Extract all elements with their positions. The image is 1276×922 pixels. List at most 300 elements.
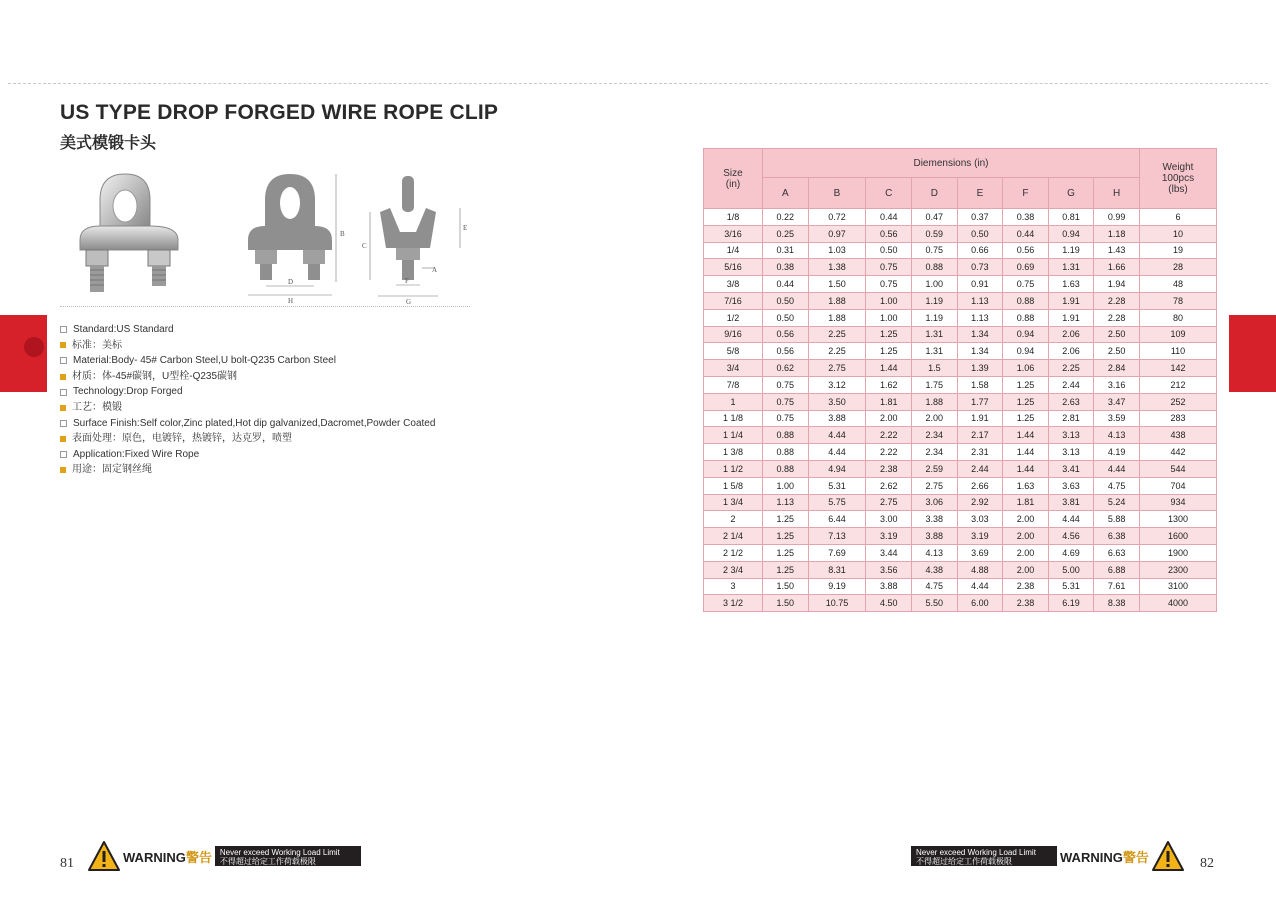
- dim-label-d: D: [288, 278, 294, 286]
- size-cell: 3/4: [704, 360, 763, 377]
- dimension-cell: 0.66: [957, 242, 1003, 259]
- dimension-cell: 1.25: [1003, 393, 1049, 410]
- table-row: [704, 209, 1217, 226]
- bullet-icon: [60, 405, 66, 411]
- dimension-cell: 1.50: [763, 595, 809, 612]
- spec-item: [60, 384, 480, 400]
- dimension-cell: 1.91: [957, 410, 1003, 427]
- bullet-icon: [60, 389, 67, 396]
- table-row: [704, 578, 1217, 595]
- size-cell: 1 1/8: [704, 410, 763, 427]
- dimension-cell: 6.00: [957, 595, 1003, 612]
- table-row: [704, 561, 1217, 578]
- spec-text: 标准：美标: [72, 339, 122, 351]
- column-header: B: [808, 178, 866, 209]
- dimension-cell: 0.88: [1003, 292, 1049, 309]
- size-cell: 5/16: [704, 259, 763, 276]
- dimension-cell: 2.25: [808, 326, 866, 343]
- dimension-cell: 2.00: [912, 410, 958, 427]
- dimension-cell: 0.94: [1003, 343, 1049, 360]
- size-cell: 1 5/8: [704, 477, 763, 494]
- dimension-cell: 1.44: [866, 360, 912, 377]
- dimension-cell: 2.75: [808, 360, 866, 377]
- dimension-cell: 1.75: [912, 376, 958, 393]
- dimension-cell: 7.13: [808, 528, 866, 545]
- size-cell: 1 1/2: [704, 460, 763, 477]
- spec-item: [60, 431, 480, 447]
- spec-item: [60, 322, 480, 338]
- dimension-cell: 5.50: [912, 595, 958, 612]
- dimension-cell: 4.56: [1048, 528, 1094, 545]
- dimension-cell: 0.75: [763, 376, 809, 393]
- dimension-cell: 2.00: [1003, 544, 1049, 561]
- dimension-cell: 1.31: [912, 326, 958, 343]
- dimension-cell: 3.88: [808, 410, 866, 427]
- dimension-cell: 6.88: [1094, 561, 1140, 578]
- bullet-icon: [60, 374, 66, 380]
- spec-text: Application:Fixed Wire Rope: [73, 448, 200, 460]
- dimension-cell: 3.69: [957, 544, 1003, 561]
- table-row: [704, 410, 1217, 427]
- warning-word: WARNING警告: [1060, 849, 1149, 865]
- dimension-cell: 2.00: [1003, 511, 1049, 528]
- spec-item: [60, 400, 480, 416]
- dimension-cell: 1.13: [957, 309, 1003, 326]
- warning-label-right: [911, 839, 1184, 873]
- dimension-cell: 1.88: [808, 309, 866, 326]
- dimension-cell: 0.72: [808, 209, 866, 226]
- dimension-cell: 8.38: [1094, 595, 1140, 612]
- dimension-cell: 4.75: [912, 578, 958, 595]
- dimension-cell: 2.38: [1003, 595, 1049, 612]
- dimension-cell: 4.44: [957, 578, 1003, 595]
- dimension-cell: 3.44: [866, 544, 912, 561]
- dimension-cell: 1.66: [1094, 259, 1140, 276]
- dimension-cell: 2.06: [1048, 343, 1094, 360]
- dimension-cell: 2.06: [1048, 326, 1094, 343]
- size-cell: 1 3/4: [704, 494, 763, 511]
- dimension-cell: 0.91: [957, 276, 1003, 293]
- dimension-cell: 4.13: [912, 544, 958, 561]
- table-row: [704, 259, 1217, 276]
- dimension-cell: 4.44: [808, 444, 866, 461]
- dimension-cell: 1.19: [1048, 242, 1094, 259]
- dimension-cell: 2.34: [912, 444, 958, 461]
- weight-cell: 109: [1140, 326, 1217, 343]
- warning-text-box: Never exceed Working Load Limit 不得超过给定工作荷载极限: [911, 846, 1057, 866]
- dim-label-g: G: [406, 298, 412, 306]
- dimension-cell: 2.44: [957, 460, 1003, 477]
- dimension-cell: 1.25: [1003, 410, 1049, 427]
- dimension-cell: 1.25: [763, 528, 809, 545]
- dimension-cell: 1.81: [866, 393, 912, 410]
- weight-cell: 1900: [1140, 544, 1217, 561]
- bullet-icon: [60, 326, 67, 333]
- dimension-cell: 6.44: [808, 511, 866, 528]
- column-header: H: [1094, 178, 1140, 209]
- spec-text: 表面处理：原色，电镀锌，热镀锌，达克罗，喷塑: [72, 433, 292, 445]
- weight-cell: 252: [1140, 393, 1217, 410]
- dimension-cell: 0.37: [957, 209, 1003, 226]
- size-cell: 3 1/2: [704, 595, 763, 612]
- dim-label-b: B: [340, 230, 345, 238]
- section-divider: [60, 306, 470, 307]
- dimension-cell: 4.44: [1094, 460, 1140, 477]
- dimension-cell: 7.61: [1094, 578, 1140, 595]
- dimension-cell: 1.19: [912, 292, 958, 309]
- dimension-cell: 1.34: [957, 343, 1003, 360]
- dimension-cell: 0.88: [763, 460, 809, 477]
- size-header: Size (in): [704, 149, 763, 209]
- dimension-cell: 4.50: [866, 595, 912, 612]
- dimension-cell: 2.50: [1094, 343, 1140, 360]
- table-row: [704, 343, 1217, 360]
- dimension-cell: 2.22: [866, 444, 912, 461]
- dimension-cell: 1.00: [763, 477, 809, 494]
- page-subtitle-cn: 美式模锻卡头: [60, 135, 157, 152]
- dimension-cell: 0.47: [912, 209, 958, 226]
- warning-triangle-icon: [88, 840, 120, 872]
- top-dashed-rule: [8, 83, 1268, 84]
- dimension-cell: 1.03: [808, 242, 866, 259]
- size-cell: 1 3/8: [704, 444, 763, 461]
- warning-label-left: [88, 839, 361, 873]
- dimension-cell: 0.88: [1003, 309, 1049, 326]
- page-number-left: 81: [60, 856, 74, 871]
- weight-cell: 4000: [1140, 595, 1217, 612]
- size-cell: 7/16: [704, 292, 763, 309]
- dimension-cell: 5.00: [1048, 561, 1094, 578]
- dimension-table: [703, 148, 1217, 612]
- dimension-cell: 3.63: [1048, 477, 1094, 494]
- dimension-cell: 0.81: [1048, 209, 1094, 226]
- weight-cell: 19: [1140, 242, 1217, 259]
- dimension-cell: 3.56: [866, 561, 912, 578]
- dimension-cell: 1.06: [1003, 360, 1049, 377]
- dimension-cell: 2.28: [1094, 309, 1140, 326]
- dimension-cell: 2.84: [1094, 360, 1140, 377]
- warning-word: WARNING警告: [123, 849, 212, 865]
- weight-cell: 1600: [1140, 528, 1217, 545]
- dimension-cell: 1.34: [957, 326, 1003, 343]
- dimension-cell: 9.19: [808, 578, 866, 595]
- spec-text: 工艺：模锻: [72, 401, 122, 413]
- dimension-cell: 2.63: [1048, 393, 1094, 410]
- dimension-cell: 4.88: [957, 561, 1003, 578]
- dimension-cell: 10.75: [808, 595, 866, 612]
- dimension-cell: 2.38: [866, 460, 912, 477]
- warning-text-box: Never exceed Working Load Limit 不得超过给定工作荷载极限: [215, 846, 361, 866]
- dimension-cell: 0.75: [763, 393, 809, 410]
- spec-item: [60, 353, 480, 369]
- dimension-cell: 2.75: [912, 477, 958, 494]
- dimension-cell: 2.25: [808, 343, 866, 360]
- dimension-cell: 2.22: [866, 427, 912, 444]
- table-row: [704, 460, 1217, 477]
- weight-cell: 2300: [1140, 561, 1217, 578]
- table-row: [704, 309, 1217, 326]
- dimension-cell: 1.5: [912, 360, 958, 377]
- weight-cell: 48: [1140, 276, 1217, 293]
- dimension-cell: 2.31: [957, 444, 1003, 461]
- weight-cell: 1300: [1140, 511, 1217, 528]
- dimension-cell: 6.19: [1048, 595, 1094, 612]
- dimension-cell: 2.00: [1003, 561, 1049, 578]
- table-row: [704, 427, 1217, 444]
- weight-cell: 80: [1140, 309, 1217, 326]
- dimension-cell: 4.13: [1094, 427, 1140, 444]
- dimension-cell: 3.06: [912, 494, 958, 511]
- size-cell: 1: [704, 393, 763, 410]
- dimension-cell: 1.00: [866, 309, 912, 326]
- dimension-cell: 0.69: [1003, 259, 1049, 276]
- dimension-cell: 0.38: [763, 259, 809, 276]
- product-photo: [70, 170, 190, 300]
- dimension-cell: 4.44: [1048, 511, 1094, 528]
- dimension-cell: 1.18: [1094, 225, 1140, 242]
- dimension-cell: 0.22: [763, 209, 809, 226]
- dimension-cell: 6.63: [1094, 544, 1140, 561]
- bullet-icon: [60, 467, 66, 473]
- weight-cell: 28: [1140, 259, 1217, 276]
- dimension-cell: 1.25: [1003, 376, 1049, 393]
- dimension-cell: 1.13: [957, 292, 1003, 309]
- spec-text: Material:Body- 45# Carbon Steel,U bolt-Q235 Carbon Steel: [73, 355, 336, 367]
- size-cell: 9/16: [704, 326, 763, 343]
- dimension-cell: 4.69: [1048, 544, 1094, 561]
- dim-label-e: E: [463, 224, 468, 232]
- dimension-cell: 0.50: [763, 292, 809, 309]
- dimension-cell: 2.17: [957, 427, 1003, 444]
- dimension-cell: 0.44: [866, 209, 912, 226]
- dimension-cell: 1.44: [1003, 427, 1049, 444]
- dim-label-f: F: [405, 277, 409, 285]
- spec-list: [60, 322, 480, 478]
- dimension-cell: 3.88: [912, 528, 958, 545]
- dimension-cell: 2.50: [1094, 326, 1140, 343]
- dimension-cell: 1.44: [1003, 460, 1049, 477]
- spec-item: [60, 447, 480, 463]
- size-cell: 3: [704, 578, 763, 595]
- weight-cell: 6: [1140, 209, 1217, 226]
- weight-cell: 3100: [1140, 578, 1217, 595]
- dimension-cell: 5.31: [1048, 578, 1094, 595]
- dimension-cell: 3.19: [957, 528, 1003, 545]
- dim-label-c: C: [362, 242, 367, 250]
- dimension-cell: 1.88: [912, 393, 958, 410]
- table-row: [704, 242, 1217, 259]
- dimension-cell: 2.75: [866, 494, 912, 511]
- size-cell: 1/8: [704, 209, 763, 226]
- dimension-cell: 0.94: [1048, 225, 1094, 242]
- column-header: D: [912, 178, 958, 209]
- table-row: [704, 326, 1217, 343]
- size-cell: 1/4: [704, 242, 763, 259]
- dimension-cell: 2.34: [912, 427, 958, 444]
- bullet-icon: [60, 451, 67, 458]
- dimension-cell: 1.77: [957, 393, 1003, 410]
- dimension-cell: 1.94: [1094, 276, 1140, 293]
- table-row: [704, 528, 1217, 545]
- dimension-cell: 0.73: [957, 259, 1003, 276]
- dimension-cell: 1.00: [866, 292, 912, 309]
- dimension-cell: 1.39: [957, 360, 1003, 377]
- size-cell: 5/8: [704, 343, 763, 360]
- size-cell: 3/16: [704, 225, 763, 242]
- size-cell: 2: [704, 511, 763, 528]
- dimension-cell: 0.75: [1003, 276, 1049, 293]
- bullet-icon: [60, 436, 66, 442]
- table-row: [704, 276, 1217, 293]
- dimension-cell: 3.88: [866, 578, 912, 595]
- dimension-cell: 0.56: [1003, 242, 1049, 259]
- dimension-cell: 1.44: [1003, 444, 1049, 461]
- dimension-cell: 3.16: [1094, 376, 1140, 393]
- size-cell: 2 3/4: [704, 561, 763, 578]
- dimension-cell: 1.25: [866, 326, 912, 343]
- dimension-cell: 1.31: [912, 343, 958, 360]
- dimension-cell: 3.13: [1048, 427, 1094, 444]
- table-row: [704, 225, 1217, 242]
- dimension-cell: 1.13: [763, 494, 809, 511]
- spec-item: [60, 462, 480, 478]
- page-title: US TYPE DROP FORGED WIRE ROPE CLIP: [60, 101, 499, 124]
- size-cell: 2 1/4: [704, 528, 763, 545]
- dimension-cell: 0.97: [808, 225, 866, 242]
- weight-cell: 212: [1140, 376, 1217, 393]
- spec-text: 用途：固定钢丝绳: [72, 464, 152, 476]
- table-row: [704, 393, 1217, 410]
- dimension-cell: 4.44: [808, 427, 866, 444]
- dimension-cell: 0.25: [763, 225, 809, 242]
- dimension-cell: 8.31: [808, 561, 866, 578]
- dimension-cell: 1.91: [1048, 309, 1094, 326]
- dim-label-h: H: [288, 297, 294, 305]
- dimension-cell: 3.03: [957, 511, 1003, 528]
- dimension-cell: 3.41: [1048, 460, 1094, 477]
- dimension-cell: 2.44: [1048, 376, 1094, 393]
- left-side-tab: [0, 315, 47, 392]
- dimension-cell: 0.38: [1003, 209, 1049, 226]
- dimension-cell: 2.38: [1003, 578, 1049, 595]
- dimension-cell: 7.69: [808, 544, 866, 561]
- weight-cell: 78: [1140, 292, 1217, 309]
- side-drawing: [360, 172, 470, 307]
- weight-cell: 283: [1140, 410, 1217, 427]
- dimension-cell: 3.00: [866, 511, 912, 528]
- dimension-cell: 5.75: [808, 494, 866, 511]
- dimension-cell: 4.75: [1094, 477, 1140, 494]
- table-row: [704, 511, 1217, 528]
- dimension-cell: 2.92: [957, 494, 1003, 511]
- size-cell: 1/2: [704, 309, 763, 326]
- dimension-cell: 0.75: [866, 276, 912, 293]
- dimension-cell: 0.99: [1094, 209, 1140, 226]
- dimension-cell: 2.00: [1003, 528, 1049, 545]
- table-row: [704, 477, 1217, 494]
- dimension-cell: 0.44: [763, 276, 809, 293]
- dimension-cell: 0.75: [866, 259, 912, 276]
- weight-cell: 442: [1140, 444, 1217, 461]
- weight-cell: 934: [1140, 494, 1217, 511]
- spec-text: 材质：体-45#碳钢，U型栓-Q235碳钢: [72, 370, 238, 382]
- dimension-cell: 2.00: [866, 410, 912, 427]
- dimension-cell: 0.88: [912, 259, 958, 276]
- dimension-cell: 6.38: [1094, 528, 1140, 545]
- dimension-cell: 2.62: [866, 477, 912, 494]
- dimension-cell: 1.00: [912, 276, 958, 293]
- dimension-cell: 0.56: [866, 225, 912, 242]
- dimension-cell: 1.19: [912, 309, 958, 326]
- spec-text: Surface Finish:Self color,Zinc plated,Hot dip galvanized,Dacromet,Powder Coated: [73, 417, 436, 429]
- dimension-cell: 3.12: [808, 376, 866, 393]
- spec-text: Technology:Drop Forged: [73, 386, 183, 398]
- spec-item: [60, 416, 480, 432]
- dimension-cell: 0.56: [763, 326, 809, 343]
- bullet-icon: [60, 357, 67, 364]
- dimension-cell: 4.19: [1094, 444, 1140, 461]
- table-row: [704, 544, 1217, 561]
- dimension-cell: 5.31: [808, 477, 866, 494]
- weight-cell: 10: [1140, 225, 1217, 242]
- dimension-cell: 2.25: [1048, 360, 1094, 377]
- dimension-cell: 2.81: [1048, 410, 1094, 427]
- bullet-icon: [60, 342, 66, 348]
- column-header: C: [866, 178, 912, 209]
- dimension-cell: 1.88: [808, 292, 866, 309]
- dimension-cell: 2.59: [912, 460, 958, 477]
- column-header: A: [763, 178, 809, 209]
- dimension-cell: 2.28: [1094, 292, 1140, 309]
- dimension-cell: 0.75: [763, 410, 809, 427]
- dimension-cell: 1.91: [1048, 292, 1094, 309]
- table-row: [704, 444, 1217, 461]
- weight-cell: 544: [1140, 460, 1217, 477]
- weight-cell: 438: [1140, 427, 1217, 444]
- dimension-cell: 1.25: [866, 343, 912, 360]
- dimension-cell: 0.75: [912, 242, 958, 259]
- dimension-cell: 0.50: [763, 309, 809, 326]
- dimension-cell: 1.50: [808, 276, 866, 293]
- column-header: F: [1003, 178, 1049, 209]
- dimension-cell: 2.66: [957, 477, 1003, 494]
- spec-item: [60, 338, 480, 354]
- dimension-cell: 3.81: [1048, 494, 1094, 511]
- dims-header: Diemensions (in): [763, 149, 1140, 178]
- dimension-cell: 1.43: [1094, 242, 1140, 259]
- table-row: [704, 595, 1217, 612]
- dimension-cell: 3.19: [866, 528, 912, 545]
- dimension-cell: 5.24: [1094, 494, 1140, 511]
- dimension-cell: 1.31: [1048, 259, 1094, 276]
- size-cell: 1 1/4: [704, 427, 763, 444]
- dimension-cell: 1.50: [763, 578, 809, 595]
- dimension-cell: 0.62: [763, 360, 809, 377]
- dimension-cell: 0.88: [763, 427, 809, 444]
- column-header: G: [1048, 178, 1094, 209]
- weight-cell: 110: [1140, 343, 1217, 360]
- dimension-cell: 3.38: [912, 511, 958, 528]
- dimension-cell: 1.25: [763, 544, 809, 561]
- dimension-cell: 0.31: [763, 242, 809, 259]
- dimension-cell: 1.38: [808, 259, 866, 276]
- size-cell: 2 1/2: [704, 544, 763, 561]
- warning-triangle-icon: [1152, 840, 1184, 872]
- table-row: [704, 376, 1217, 393]
- dimension-cell: 5.88: [1094, 511, 1140, 528]
- dimension-cell: 1.63: [1003, 477, 1049, 494]
- dimension-cell: 4.94: [808, 460, 866, 477]
